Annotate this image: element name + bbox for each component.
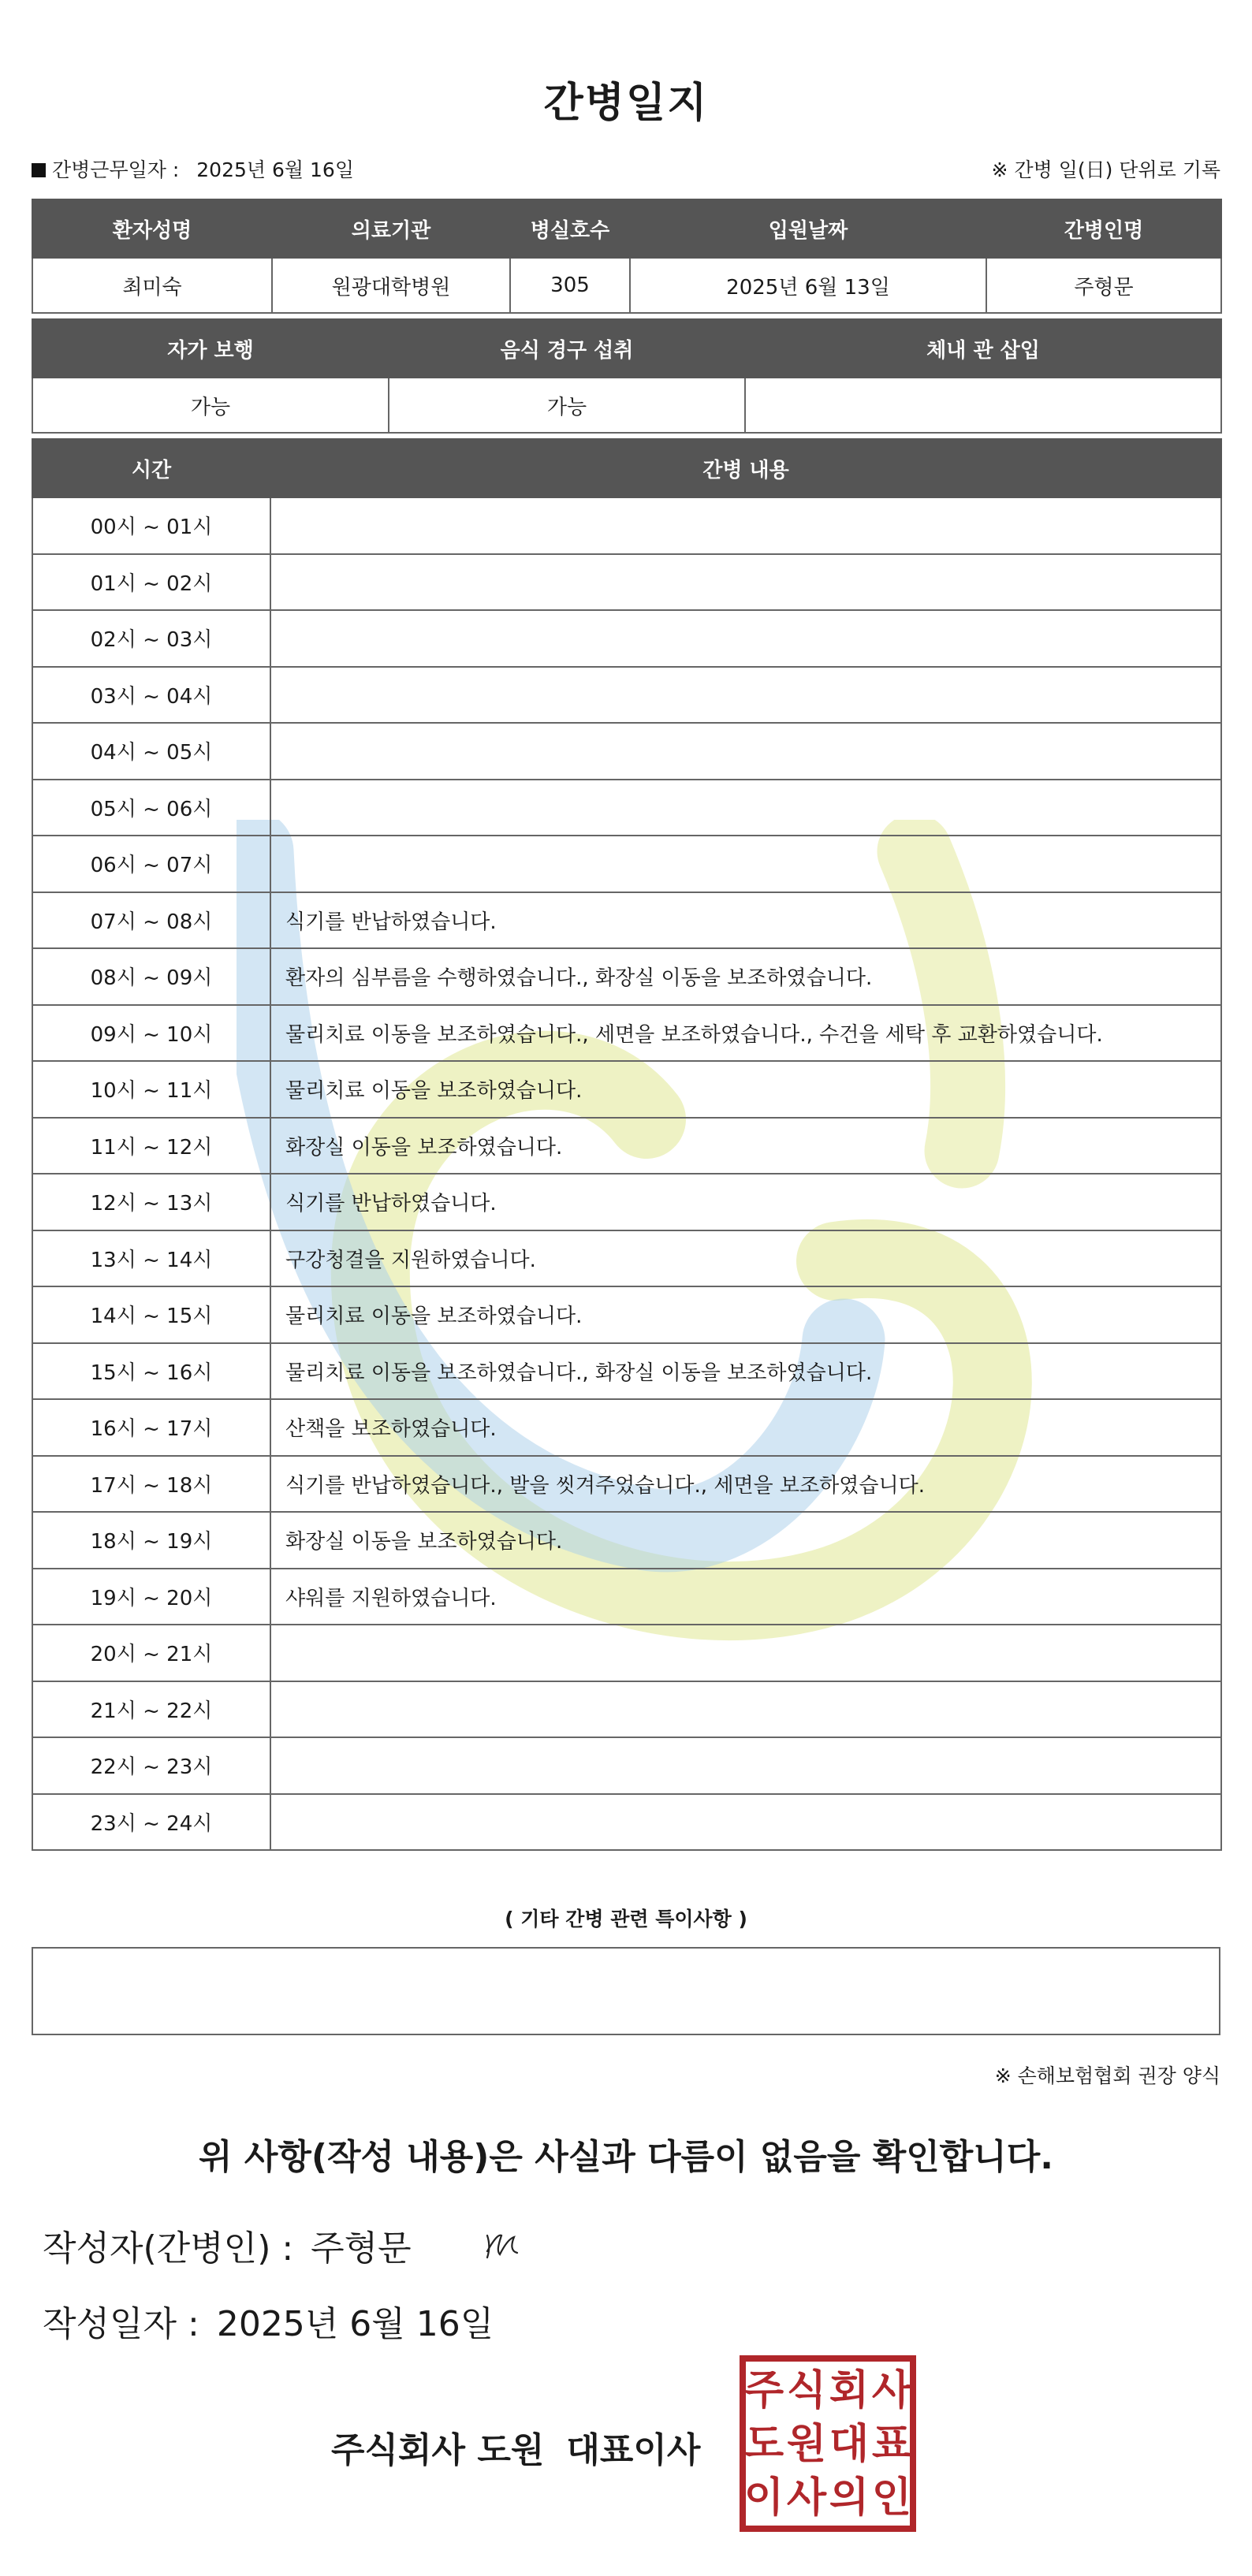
meta-row <box>32 154 1220 186</box>
patient-status-table <box>32 318 1222 434</box>
company-name: 주식회사 도원 <box>331 2430 545 2470</box>
table-row <box>32 1118 1221 1174</box>
time-slot: 06시 ~ 07시 <box>32 836 270 892</box>
time-slot: 05시 ~ 06시 <box>32 780 270 836</box>
time-slot: 11시 ~ 12시 <box>32 1118 270 1174</box>
seal-char: 이 <box>743 2474 784 2522</box>
time-slot: 02시 ~ 03시 <box>32 610 270 667</box>
patient-name: 최미숙 <box>32 258 272 313</box>
header-tube-insertion: 체내 관 삽입 <box>745 319 1221 378</box>
seal-char: 주 <box>743 2367 784 2414</box>
room-number: 305 <box>510 258 630 313</box>
table-row <box>32 1512 1221 1569</box>
remarks-box <box>32 1947 1220 2035</box>
company-line <box>331 2422 700 2472</box>
time-slot: 08시 ~ 09시 <box>32 948 270 1005</box>
table-row <box>32 1286 1221 1343</box>
seal-char: 대 <box>829 2421 870 2468</box>
care-content <box>270 1681 1221 1738</box>
time-slot: 20시 ~ 21시 <box>32 1625 270 1681</box>
written-date-line <box>43 2295 494 2346</box>
hospital-name: 원광대학병원 <box>272 258 510 313</box>
daily-record-note: ※ 간병 일(日) 단위로 기록 <box>991 158 1220 181</box>
header-hospital: 의료기관 <box>272 199 510 258</box>
admission-date: 2025년 6월 13일 <box>630 258 986 313</box>
table-row <box>32 892 1221 949</box>
patient-info-table <box>32 199 1222 314</box>
care-content: 구강청결을 지원하였습니다. <box>270 1230 1221 1287</box>
time-slot: 12시 ~ 13시 <box>32 1174 270 1230</box>
care-content: 샤워를 지원하였습니다. <box>270 1569 1221 1625</box>
representative-title: 대표이사 <box>566 2430 701 2470</box>
care-content: 산책을 보조하였습니다. <box>270 1399 1221 1456</box>
header-patient-name: 환자성명 <box>32 199 272 258</box>
time-slot: 10시 ~ 11시 <box>32 1061 270 1118</box>
time-slot: 19시 ~ 20시 <box>32 1569 270 1625</box>
seal-char: 도 <box>743 2421 784 2468</box>
seal-char: 사 <box>786 2474 827 2522</box>
care-content <box>270 1794 1221 1851</box>
writer-label: 작성자(간병인) : <box>43 2228 294 2269</box>
work-date-label: 간병근무일자 : <box>52 158 180 181</box>
table-row <box>32 1625 1221 1681</box>
care-content <box>270 667 1221 724</box>
care-content <box>270 836 1221 892</box>
caregiver-name: 주형문 <box>986 258 1221 313</box>
writer-name: 주형문 <box>311 2228 412 2269</box>
care-content: 식기를 반납하였습니다. <box>270 1174 1221 1230</box>
care-content <box>270 1737 1221 1794</box>
time-slot: 22시 ~ 23시 <box>32 1737 270 1794</box>
care-content <box>270 610 1221 667</box>
time-slot: 17시 ~ 18시 <box>32 1456 270 1513</box>
table-row <box>32 1737 1221 1794</box>
confirmation-statement: 위 사항(작성 내용)은 사실과 다름이 없음을 확인합니다. <box>199 2137 1053 2177</box>
time-slot: 18시 ~ 19시 <box>32 1512 270 1569</box>
time-slot: 03시 ~ 04시 <box>32 667 270 724</box>
time-slot: 23시 ~ 24시 <box>32 1794 270 1851</box>
care-content: 물리치료 이동을 보조하였습니다., 세면을 보조하였습니다., 수건을 세탁 후 교환하였습니다. <box>270 1005 1221 1062</box>
table-row <box>32 1005 1221 1062</box>
table-row <box>32 1343 1221 1400</box>
care-log-table <box>32 438 1222 1851</box>
table-row <box>32 497 1221 554</box>
seal-char: 식 <box>786 2367 827 2414</box>
table-row <box>32 1399 1221 1456</box>
table-row <box>32 780 1221 836</box>
patient-status-row <box>32 378 1221 433</box>
patient-info-row <box>32 258 1221 313</box>
table-row <box>32 1061 1221 1118</box>
care-content: 식기를 반납하였습니다. <box>270 892 1221 949</box>
tube-insertion-value <box>745 378 1221 433</box>
time-slot: 07시 ~ 08시 <box>32 892 270 949</box>
company-seal-icon <box>740 2355 916 2532</box>
header-self-walking: 자가 보행 <box>32 319 389 378</box>
recommendation-note: ※ 손해보험협회 권장 양식 <box>994 2064 1220 2087</box>
time-slot: 00시 ~ 01시 <box>32 497 270 554</box>
self-walking-value: 가능 <box>32 378 389 433</box>
table-row <box>32 948 1221 1005</box>
care-content: 화장실 이동을 보조하였습니다. <box>270 1118 1221 1174</box>
time-slot: 01시 ~ 02시 <box>32 554 270 611</box>
care-content: 화장실 이동을 보조하였습니다. <box>270 1512 1221 1569</box>
table-row <box>32 1681 1221 1738</box>
work-date-value: 2025년 6월 16일 <box>196 158 354 181</box>
seal-char: 회 <box>829 2367 870 2414</box>
work-date-block <box>32 154 354 183</box>
time-slot: 14시 ~ 15시 <box>32 1286 270 1343</box>
care-content: 물리치료 이동을 보조하였습니다. <box>270 1286 1221 1343</box>
care-content: 환자의 심부름을 수행하였습니다., 화장실 이동을 보조하였습니다. <box>270 948 1221 1005</box>
header-caregiver-name: 간병인명 <box>986 199 1221 258</box>
care-content <box>270 554 1221 611</box>
care-content <box>270 1625 1221 1681</box>
written-date-label: 작성일자 : <box>43 2304 199 2344</box>
header-room-number: 병실호수 <box>510 199 630 258</box>
writer-line <box>43 2220 412 2270</box>
header-time: 시간 <box>32 439 270 497</box>
document-title: 간병일지 <box>543 80 709 127</box>
seal-char: 원 <box>786 2421 827 2468</box>
table-row <box>32 1569 1221 1625</box>
header-oral-intake: 음식 경구 섭취 <box>389 319 745 378</box>
seal-char: 사 <box>871 2367 912 2414</box>
care-content <box>270 497 1221 554</box>
seal-char: 인 <box>871 2474 912 2522</box>
time-slot: 15시 ~ 16시 <box>32 1343 270 1400</box>
time-slot: 13시 ~ 14시 <box>32 1230 270 1287</box>
table-row <box>32 723 1221 780</box>
table-row <box>32 1794 1221 1851</box>
care-content: 물리치료 이동을 보조하였습니다. <box>270 1061 1221 1118</box>
time-slot: 09시 ~ 10시 <box>32 1005 270 1062</box>
table-row <box>32 1230 1221 1287</box>
time-slot: 16시 ~ 17시 <box>32 1399 270 1456</box>
oral-intake-value: 가능 <box>389 378 745 433</box>
time-slot: 04시 ~ 05시 <box>32 723 270 780</box>
table-row <box>32 667 1221 724</box>
care-content <box>270 723 1221 780</box>
seal-char: 표 <box>871 2421 912 2468</box>
header-admission-date: 입원날짜 <box>630 199 986 258</box>
table-row <box>32 1456 1221 1513</box>
seal-char: 의 <box>829 2474 870 2522</box>
care-log-body <box>32 497 1221 1850</box>
care-content: 물리치료 이동을 보조하였습니다., 화장실 이동을 보조하였습니다. <box>270 1343 1221 1400</box>
square-bullet-icon <box>32 163 46 177</box>
care-content: 식기를 반납하였습니다., 발을 씻겨주었습니다., 세면을 보조하였습니다. <box>270 1456 1221 1513</box>
header-care-content: 간병 내용 <box>270 439 1221 497</box>
care-content <box>270 780 1221 836</box>
table-row <box>32 1174 1221 1230</box>
signature-icon <box>483 2228 522 2262</box>
written-date-value: 2025년 6월 16일 <box>216 2304 494 2344</box>
remarks-label: ( 기타 간병 관련 특이사항 ) <box>505 1908 747 1930</box>
time-slot: 21시 ~ 22시 <box>32 1681 270 1738</box>
table-row <box>32 610 1221 667</box>
table-row <box>32 836 1221 892</box>
table-row <box>32 554 1221 611</box>
